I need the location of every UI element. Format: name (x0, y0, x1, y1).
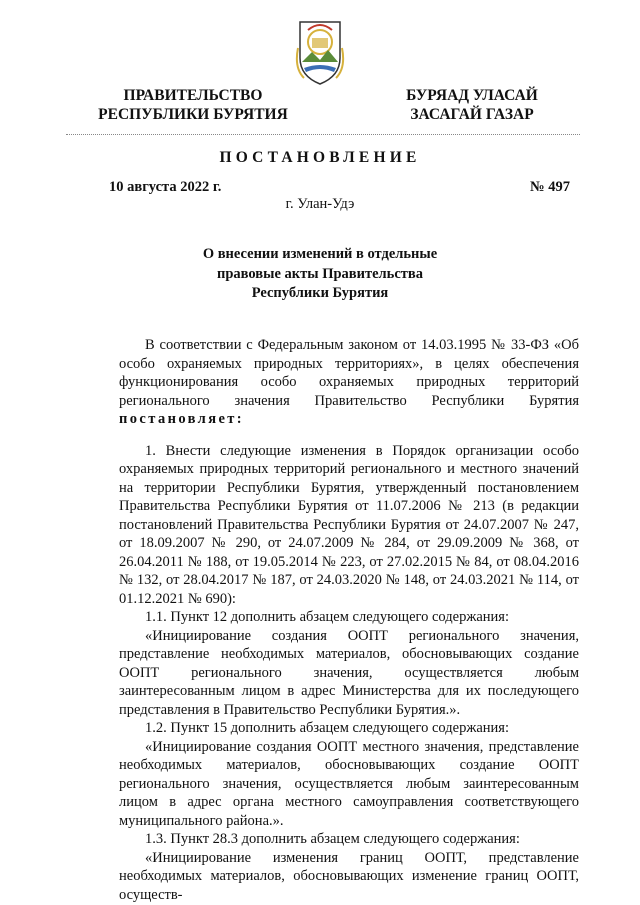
document-number: № 497 (530, 179, 570, 195)
document-type: ПОСТАНОВЛЕНИЕ (219, 149, 421, 166)
paragraph-item-1: 1. Внести следующие изменения в Порядок организации особо охраняемых природных территорий регионального и местного значений на территории Республики Бурятия, утвержденный постановлением Правительства Республики Бурятия от 11.07.2006 № 213 (в редакции постановлений Правительства Республики Бурятия от 24.07.2007 № 247, от 18.09.2007 № 290, от 24.07.2009 № 284, от 29.09.2009 № 368, от 26.04.2011 № 188, от 19.05.2014 № 223, от 27.02.2015 № 84, от 08.04.2016 № 132, от 28.04.2017 № 187, от 24.03.2020 № 148, от 24.03.2021 № 114, от 01.12.2021 № 690): (119, 442, 579, 607)
header-right-line1: БУРЯАД УЛАСАЙ (406, 87, 538, 104)
header-right-line2: ЗАСАГАЙ ГАЗАР (410, 106, 534, 123)
document-date: 10 августа 2022 г. (109, 179, 222, 195)
resolves-keyword: постановляет: (119, 411, 245, 427)
preamble-paragraph (119, 336, 579, 429)
paragraph-item-1-2: 1.2. Пункт 15 дополнить абзацем следующего содержания: (145, 720, 509, 736)
subject-line3: Республики Бурятия (251, 285, 389, 301)
header-divider (66, 134, 580, 135)
header-left-line2: РЕСПУБЛИКИ БУРЯТИЯ (98, 106, 288, 123)
preamble-text: В соответствии с Федеральным законом от 14.03.1995 № 33-ФЗ «Об особо охраняемых природных территориях», в целях обеспечения функционирования особо охраняемых природных территорий регионального значения Правительство Республики Бурятия (119, 337, 579, 409)
subject-line2: правовые акты Правительства (217, 265, 423, 282)
document-body (119, 336, 579, 904)
document-subject (0, 245, 640, 304)
header-left-line1: ПРАВИТЕЛЬСТВО (123, 87, 263, 104)
paragraph-item-1-3: 1.3. Пункт 28.3 дополнить абзацем следующего содержания: (145, 831, 520, 847)
paragraph-quote-1-2: «Инициирование создания ООПТ местного значения, представление необходимых материалов, обосновывающих создание ООПТ регионального значения, осуществляется любым заинтересованным лицом в адрес органа местного самоуправления соответствующего муниципального района.». (119, 738, 579, 829)
government-name-buryat (392, 86, 552, 124)
paragraph-item-1-1: 1.1. Пункт 12 дополнить абзацем следующего содержания: (145, 609, 509, 625)
government-name-russian (88, 86, 298, 124)
subject-line1: О внесении изменений в отдельные (202, 246, 438, 262)
paragraph-quote-1-3: «Инициирование изменения границ ООПТ, представление необходимых материалов, обосновывающих изменение границ ООПТ, осуществ- (119, 849, 579, 903)
document-city: г. Улан-Удэ (285, 196, 355, 212)
coat-of-arms-icon (294, 18, 346, 86)
paragraph-quote-1-1: «Инициирование создания ООПТ регионального значения, представление необходимых материалов, обосновывающих создание ООПТ регионального значения, осуществляется любым заинтересованным лицом в адрес Министерства для их последующего представления в Правительство Республики Бурятия.». (119, 627, 579, 718)
